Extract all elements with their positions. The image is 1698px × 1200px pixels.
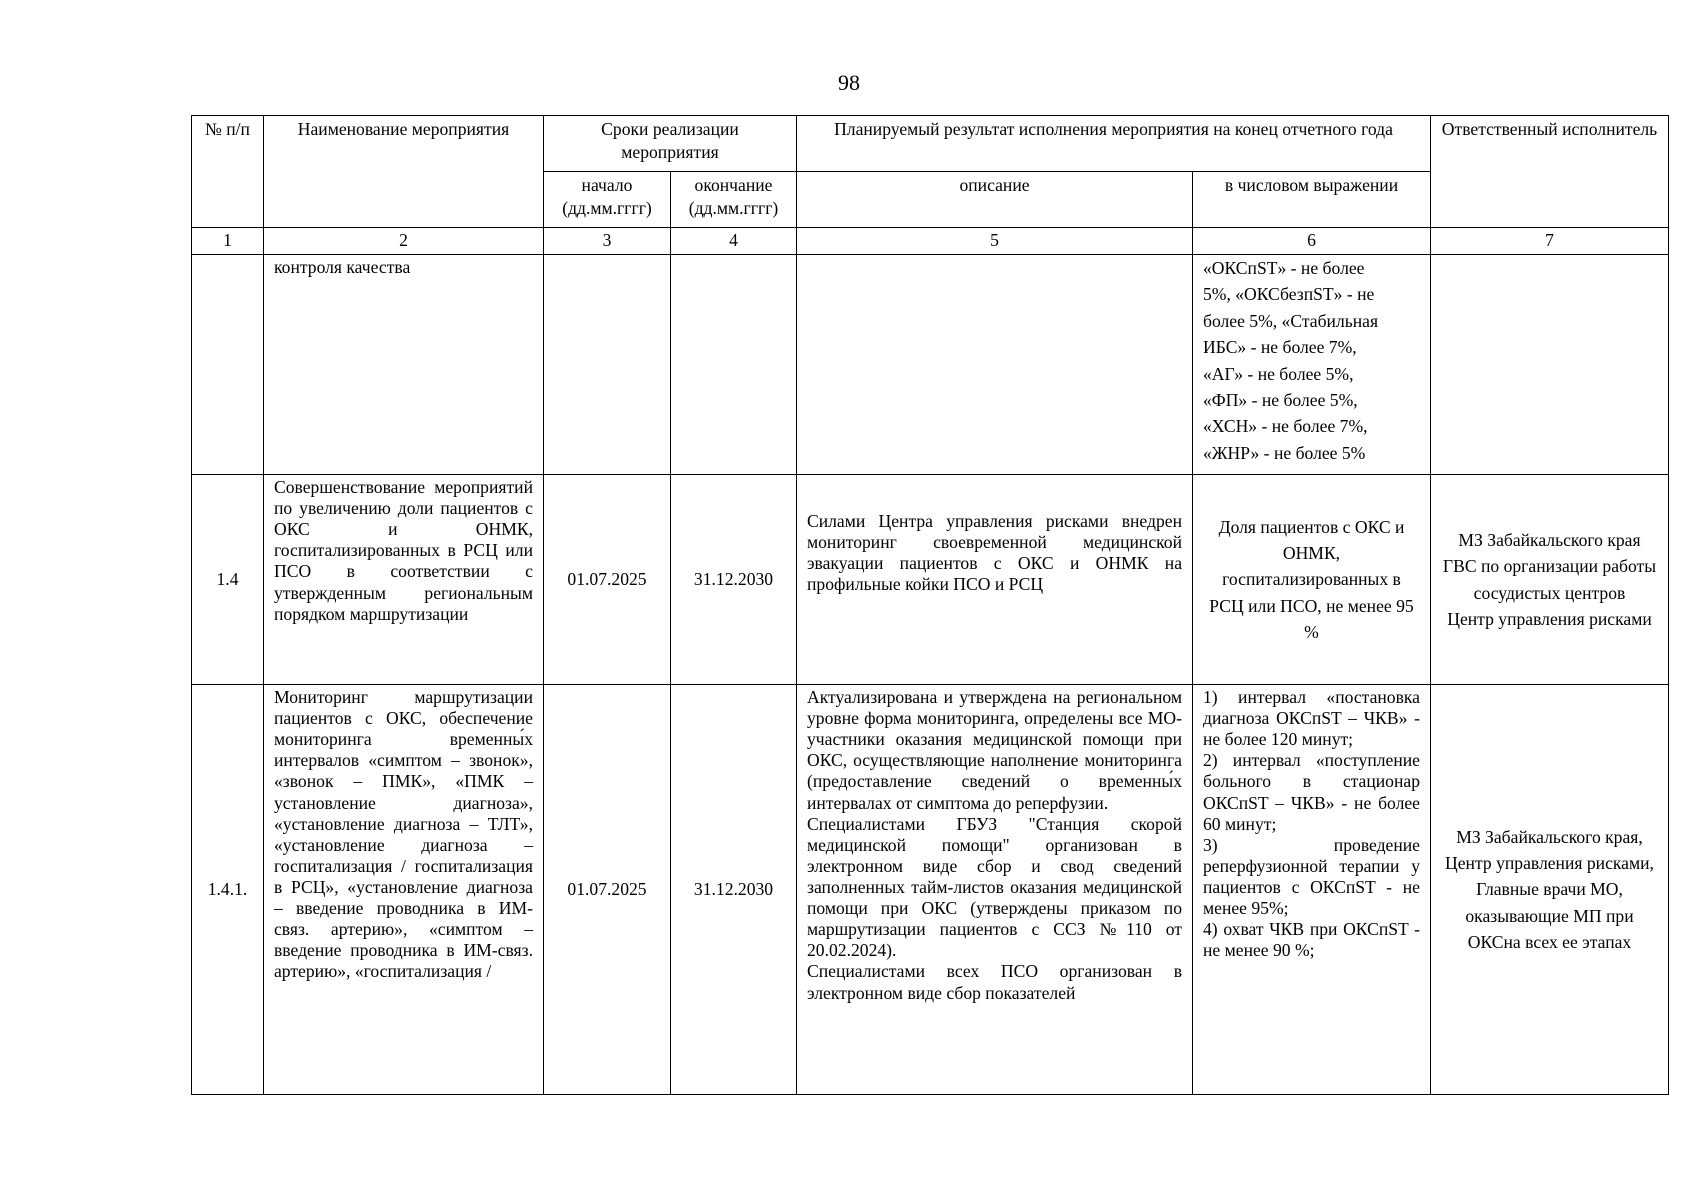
header-name: Наименование мероприятия	[264, 116, 544, 228]
numeric-line: «ОКСпST» - не более	[1203, 258, 1365, 278]
row-numeric: 1) интервал «постановка диагноза ОКСпST – ЧКВ» - не более 120 минут; 2) интервал «поступление больного в стационар ОКСпST – ЧКВ» - не более 60 минут; 3) проведение реперфузионной терапии у пациентов с ОКСпST - не менее 95%; 4) охват ЧКВ при ОКСпST - не менее 90 %;	[1193, 685, 1431, 1095]
header-end: окончание (дд.мм.гггг)	[671, 172, 797, 228]
header-numeric: в числовом выражении	[1193, 172, 1431, 228]
row-num: 1.4	[192, 475, 264, 685]
column-number: 7	[1431, 228, 1669, 255]
numeric-line: 5%, «ОКСбезпST» - не	[1203, 284, 1375, 305]
row-end: 31.12.2030	[671, 685, 797, 1095]
numeric-line: ИБС» - не более 7%,	[1203, 337, 1357, 358]
numeric-line: «ХСН» - не более 7%,	[1203, 416, 1368, 437]
row-num: 1.4.1.	[192, 685, 264, 1095]
responsible-line: Главные врачи МО, оказывающие МП при ОКСна всех ее этапах	[1465, 879, 1634, 953]
row-start: 01.07.2025	[544, 475, 671, 685]
row-num	[192, 255, 264, 475]
column-number: 3	[544, 228, 671, 255]
numeric-line: «АГ» - не более 5%,	[1203, 363, 1354, 384]
row-description: Силами Центра управления рисками внедрен мониторинг своевременной медицинской эвакуации пациентов с ОКС и ОНМК на профильные койки ПСО и РСЦ	[797, 475, 1193, 685]
column-number: 2	[264, 228, 544, 255]
responsible-line: ГВС по организации работы сосудистых центров	[1442, 556, 1657, 603]
row-description: Актуализирована и утверждена на региональном уровне форма мониторинга, определены все МО-участники оказания медицинской помощи при ОКС, осуществляющие наполнение мониторинга (предоставление сведений о временны́х интервалах от симптома до реперфузии. Специалистами ГБУЗ "Станция скорой медицинской помощи" организован в электронном виде сбор и свод сведений заполненных тайм-листов оказания медицинской помощи при ОКС (утверждены приказом по маршрутизации пациентов с ССЗ №110 от 20.02.2024). Специалистами всех ПСО организован в электронном виде сбор показателей	[797, 685, 1193, 1095]
row-end: 31.12.2030	[671, 475, 797, 685]
column-number: 4	[671, 228, 797, 255]
row-numeric	[1193, 255, 1431, 475]
header-responsible: Ответственный исполнитель	[1431, 116, 1669, 228]
responsible-line: МЗ Забайкальского края	[1458, 529, 1641, 550]
row-description	[797, 255, 1193, 475]
row-name: Мониторинг маршрутизации пациентов с ОКС, обеспечение мониторинга временны́х интервалов «симптом – звонок», «звонок – ПМК», «ПМК – установление диагноза», «установление диагноза – ТЛТ», «установление диагноза – госпитализация / госпитализация в РСЦ», «установление диагноза – введение проводника в ИМ-связ. артерию», «симптом – введение проводника в ИМ-связ. артерию», «госпитализация /	[264, 685, 544, 1095]
header-num: № п/п	[192, 116, 264, 228]
header-start: начало (дд.мм.гггг)	[544, 172, 671, 228]
numeric-line: более 5%, «Стабильная	[1203, 310, 1379, 331]
responsible-line: Центр управления рисками	[1447, 608, 1652, 629]
table-row	[192, 475, 1669, 685]
numeric-line: «ФП» - не более 5%,	[1203, 389, 1358, 410]
numeric-line: «ЖНР» - не более 5%	[1203, 442, 1366, 463]
responsible-line: МЗ Забайкальского края,	[1456, 826, 1643, 847]
row-name: Совершенствование мероприятий по увеличению доли пациентов с ОКС и ОНМК, госпитализированных в РСЦ или ПСО в соответствии с утвержденным региональным порядком маршрутизации	[264, 475, 544, 685]
row-responsible	[1431, 475, 1669, 685]
table-row	[192, 255, 1669, 475]
header-description: описание	[797, 172, 1193, 228]
row-numeric: Доля пациентов с ОКС и ОНМК, госпитализированных в РСЦ или ПСО, не менее 95 %	[1193, 475, 1431, 685]
row-responsible	[1431, 255, 1669, 475]
responsible-line: Центр управления рисками,	[1445, 852, 1654, 873]
row-responsible	[1431, 685, 1669, 1095]
measures-table	[191, 115, 1669, 1095]
column-number: 5	[797, 228, 1193, 255]
row-start: 01.07.2025	[544, 685, 671, 1095]
row-start	[544, 255, 671, 475]
row-end	[671, 255, 797, 475]
column-number: 6	[1193, 228, 1431, 255]
column-number: 1	[192, 228, 264, 255]
page-number: 98	[838, 70, 860, 95]
table-row	[192, 685, 1669, 1095]
row-name: контроля качества	[264, 255, 544, 475]
header-dates-group: Сроки реализации мероприятия	[544, 116, 797, 172]
header-result-group: Планируемый результат исполнения мероприятия на конец отчетного года	[797, 116, 1431, 172]
